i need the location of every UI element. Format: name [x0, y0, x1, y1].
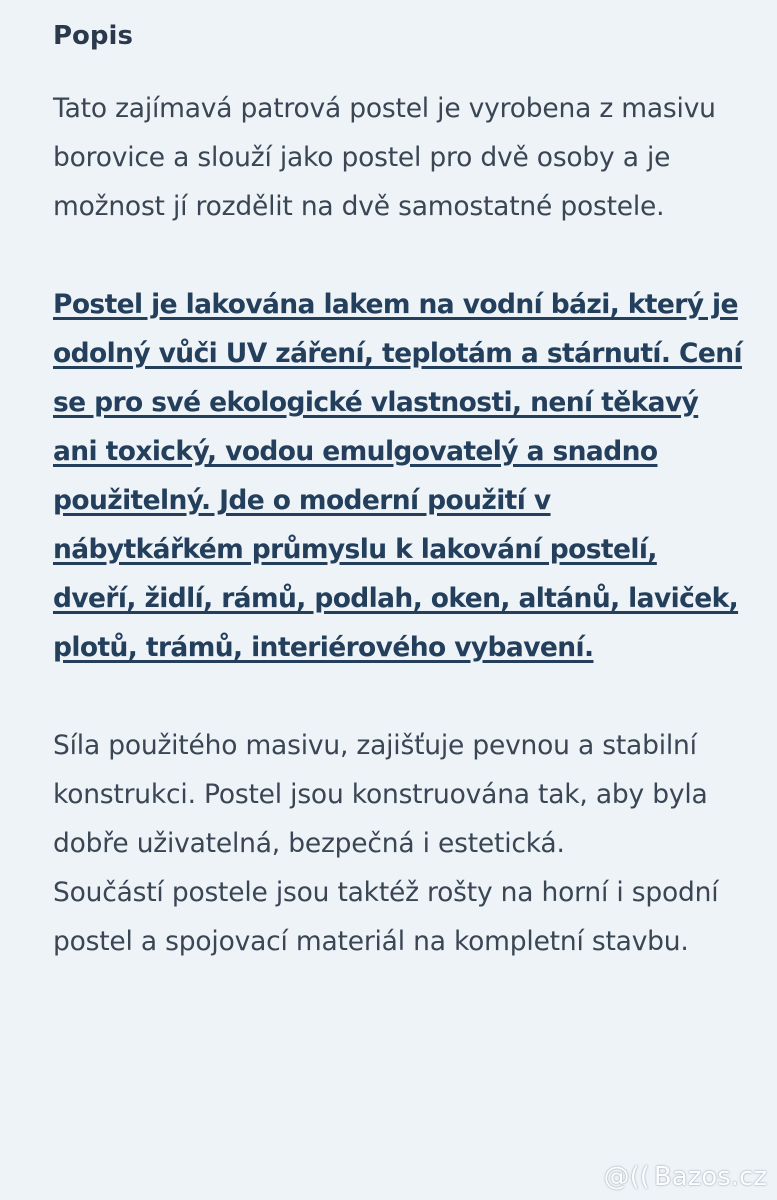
section-title: Popis — [53, 21, 133, 51]
bazos-watermark — [604, 1162, 767, 1192]
description-link-paragraph[interactable]: Postel je lakována lakem na vodní bázi, který je odolný vůči UV záření, teplotám a stárnutí. Cení se pro své ekologické vlastnosti, není těkavý ani toxický, vodou emulgovatelý a snadno použitelný. Jde o moderní použití v nábytkářkém průmyslu k lakování postelí, dveří, židlí, rámů, podlah, oken, altánů, laviček, plotů, trámů, interiérového vybavení. — [53, 289, 742, 663]
bazos-logo-icon: @(( — [603, 1162, 650, 1192]
paragraph-spacer — [53, 672, 743, 721]
description-paragraph: Součástí postele jsou taktéž rošty na horní i spodní postel a spojovací materiál na kompletní stavbu. — [53, 877, 719, 957]
paragraph-spacer — [53, 231, 743, 280]
watermark-text: Bazos.cz — [653, 1162, 767, 1192]
description-section — [53, 14, 743, 966]
description-paragraph: Tato zajímavá patrová postel je vyrobena z masivu borovice a slouží jako postel pro dvě osoby a je možnost jí rozdělit na dvě samostatné postele. — [53, 93, 716, 222]
description-paragraph: Síla použitého masivu, zajišťuje pevnou a stabilní konstrukci. Postel jsou konstruována tak, aby byla dobře uživatelná, bezpečná i estetická. — [53, 730, 708, 859]
